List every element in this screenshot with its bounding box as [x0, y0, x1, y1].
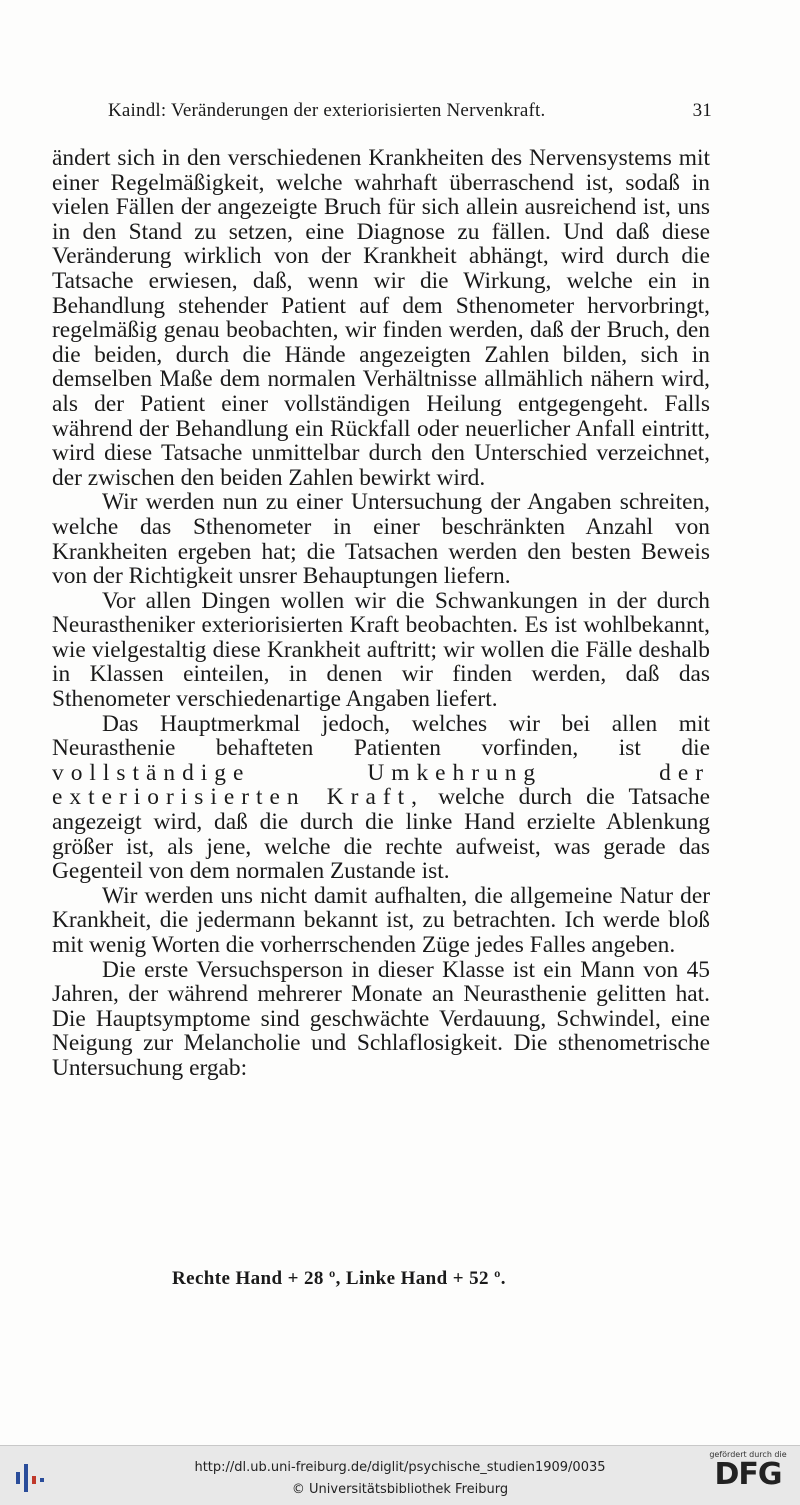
body-text — [52, 146, 710, 1081]
funder-caption: gefördert durch die — [709, 1450, 787, 1459]
permalink-link[interactable]: http://dl.ub.uni-freiburg.de/diglit/psychische_studien1909/0035 — [194, 1460, 606, 1475]
dfg-logo-mark: DFG — [714, 1457, 782, 1492]
paragraph-2: Wir werden nun zu einer Untersuchung der Angaben schreiten, welche das Sthenometer in einer beschränkten Anzahl von Krankheiten ergeben hat; die Tatsachen werden den besten Beweis von der Richtigkeit unsrer Behauptungen liefern. — [52, 489, 710, 590]
measurement-formula: Rechte Hand + 28 º, Linke Hand + 52 º. — [172, 1268, 506, 1289]
paragraph-5: Wir werden uns nicht damit aufhalten, die allgemeine Natur der Krankheit, die jedermann bekannt ist, zu betrachten. Ich werde bloß mit wenig Worten die vorherrschenden Züge jedes Falles angeben. — [52, 882, 710, 958]
paragraph-4 — [52, 712, 710, 884]
paragraph-4-before: Das Hauptmerkmal jedoch, welches wir bei allen mit Neurasthenie behafteten Patienten vorfinden, ist die — [52, 710, 710, 762]
paragraph-6: Die erste Versuchsperson in dieser Klasse ist ein Mann von 45 Jahren, der während mehrerer Monate an Neurasthenie gelitten hat. Die Hauptsymptome sind geschwächte Verdauung, Schwindel, eine Neigung zur Melancholie und Schlaflosigkeit. Die sthenometrische Untersuchung ergab: — [52, 956, 710, 1081]
running-header — [108, 100, 712, 122]
paragraph-4-after: welche durch die Tatsache angezeigt wird, daß die durch die linke Hand erzielte Ablenkung größer ist, als jene, welche die rechte aufweist, was gerade das Gegenteil von dem normalen Zustande ist. — [52, 784, 710, 885]
paragraph-3: Vor allen Dingen wollen wir die Schwankungen in der durch Neurastheniker exteriorisierten Kraft beobachten. Es ist wohlbekannt, wie vielgestaltig diese Krankheit auftritt; wir wollen die Fälle deshalb in Klassen einteilen, in denen wir finden werden, daß das Sthenometer verschiedenartige Angaben liefert. — [52, 587, 710, 713]
dfg-logo — [706, 1450, 790, 1502]
copyright-notice: © Universitätsbibliothek Freiburg — [291, 1482, 509, 1497]
paragraph-1: ändert sich in den verschiedenen Krankheiten des Nervensystems mit einer Regelmäßigkeit, welche wahrhaft überraschend ist, sodaß in vielen Fällen der angezeigte Bruch für sich allein ausreichend ist, uns in den Stand zu setzen, eine Diagnose zu fällen. Und daß diese Veränderung wirklich von der Krankheit abhängt, wird durch die Tatsache erwiesen, daß, wenn wir die Wirkung, welche ein in Behandlung stehender Patient auf dem Sthenometer hervorbringt, regelmäßig genau beobachten, wir finden werden, daß der Bruch, den die beiden, durch die Hände angezeigten Zahlen bilden, sich in demselben Maße dem normalen Verhältnisse allmählich nähern wird, als der Patient einer vollständigen Heilung entgegengeht. Falls während der Behandlung ein Rückfall oder neuerlicher Anfall eintritt, wird diese Tatsache unmittelbar durch den Unterschied verzeichnet, der zwischen den beiden Zahlen bewirkt wird. — [52, 145, 710, 491]
paragraph-4-emphasis: vollständige Umkehrung der exteriorisierten Kraft, — [52, 759, 710, 811]
page-number: 31 — [692, 100, 712, 121]
viewer-footer — [0, 1445, 800, 1505]
header-title: Kaindl: Veränderungen der exteriorisierten Nervenkraft. — [108, 100, 546, 121]
